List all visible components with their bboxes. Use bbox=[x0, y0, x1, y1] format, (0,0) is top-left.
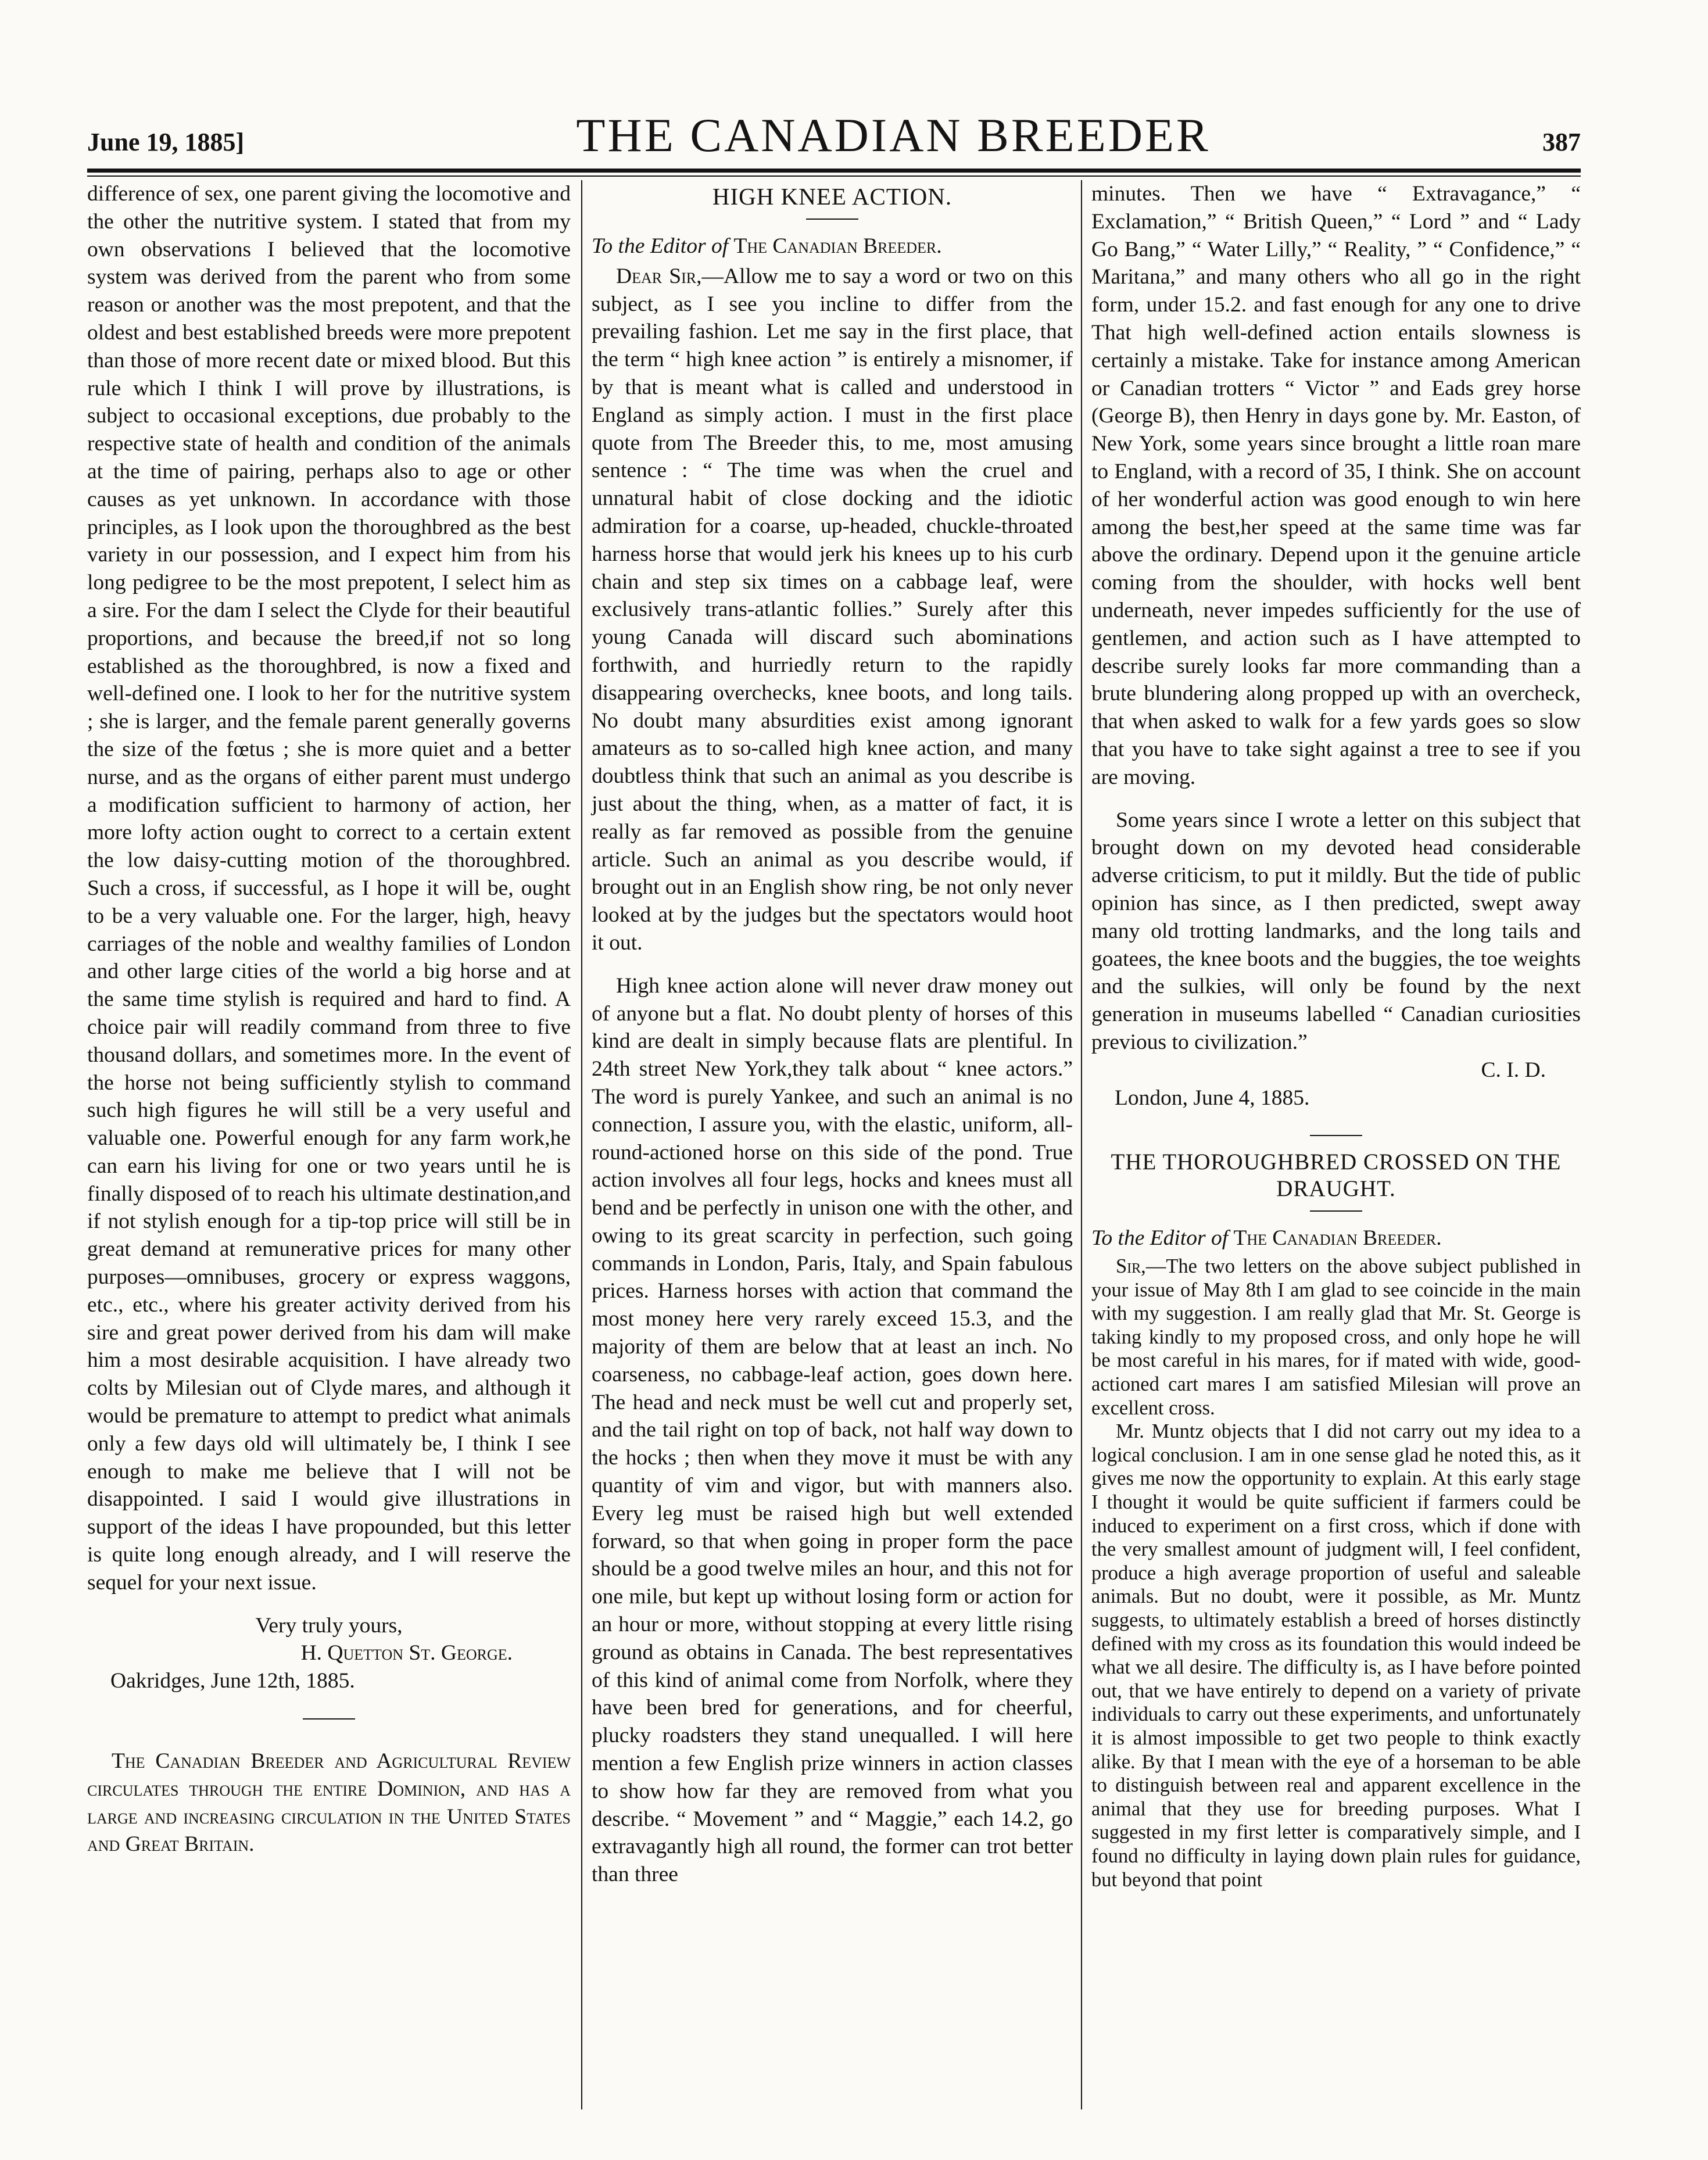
issue-date: June 19, 1885] bbox=[87, 128, 245, 156]
letter-closing: Very truly yours, bbox=[255, 1613, 403, 1638]
page-number: 387 bbox=[1542, 128, 1581, 156]
circulation-notice: The Canadian Breeder and Agricultural Review circulates through the entire Dominion, and has a large and increasing circulation in the United States and Great Britain. bbox=[87, 1749, 571, 1857]
divider bbox=[1310, 1210, 1362, 1212]
divider bbox=[1310, 1135, 1362, 1136]
column-1 bbox=[87, 180, 581, 2109]
article-paragraph: Some years since I wrote a letter on this subject that brought down on my devoted head considerable adverse criticism, to put it mildly. But the tide of public opinion has since, as I then predicted, swept away many old trotting landmarks, and the long tails and goatees, the knee boots and the buggies, the toe weights and the sulkies, will only be found by the next generation in museums labelled “ Canadian curiosities previous to civilization.” bbox=[1091, 808, 1581, 1054]
letter-continuation-paragraph: difference of sex, one parent giving the locomotive and the other the nutritive system. I stated that from my own observations I believed that the locomotive system was derived from the parent who from some reason or another was the most prepotent, and that the oldest and best established breeds were more prepotent than those of more recent date or mixed blood. But this rule which I think I will prove by illustrations, is subject to occasional exceptions, due probably to the respective state of health and condition of the animals at the time of pairing, perhaps also to age or other causes as yet unknown. In accordance with those principles, as I look upon the thoroughbred as the best variety in our possession, and I expect him from his long pedigree to be the most prepotent, I select him as a sire. For the dam I select the Clyde for their beautiful proportions, and because the breed,if not so long established as the thoroughbred, is now a fixed and well-defined one. I look to her for the nutritive system ; she is larger, and the female parent generally governs the size of the fœtus ; she is more quiet and a better nurse, and as the organs of either parent must undergo a modification sufficient to harmony of action, her more lofty action ought to correct to a certain extent the low daisy-cutting motion of the thoroughbred. Such a cross, if successful, as I hope it will be, ought to be a very valuable one. For the larger, high, heavy carriages of the noble and wealthy families of London and other large cities of the world a big horse and at the same time stylish is required and hard to find. A choice pair will readily command from three to five thousand dollars, and sometimes more. In the event of the horse not being sufficiently stylish to command such high figures he will still be a very useful and valuable one. Powerful enough for any farm work,he can earn his living for one or two years until he is finally disposed of to reach his ultimate destination,and if not stylish enough for a tip-top price will still be in great demand at remunerative prices for many other purposes—omnibuses, grocery or express waggons, etc., etc., where his greater activity derived from his sire and great power derived from his dam will make him a most desirable acquisition. I have already two colts by Milesian out of Clyde mares, and although it would be premature to attempt to predict what animals only a few days old will ultimately be, I think I see enough to make me believe that I will not be disappointed. I said I would give illustrations in support of the ideas I have propounded, but this letter is quite long enough already, and I will reserve the sequel for your next issue. bbox=[87, 182, 571, 1595]
masthead-rule-thin bbox=[87, 175, 1581, 177]
column-2 bbox=[581, 180, 1081, 2109]
newspaper-title: THE CANADIAN BREEDER bbox=[576, 109, 1211, 162]
masthead-rule-thick bbox=[87, 169, 1581, 173]
masthead bbox=[87, 99, 1581, 163]
divider bbox=[806, 218, 858, 220]
article-paragraph: minutes. Then we have “ Extravagance,” “ Exclamation,” “ British Queen,” “ Lord ” and “ Lady Go Bang,” “ Water Lilly,” “ Reality, ” “ Confidence,” “ Maritana,” and many others who all go in the right form, under 15.2. and fast enough for any one to drive That high well-defined action entails slowness is certainly a mistake. Take for instance among American or Canadian trotters “ Victor ” and Eads grey horse (George B), then Henry in days gone by. Mr. Easton, of New York, some years since brought a little roan mare to England, with a record of 35, I think. She on account of her wonderful action was good enough to win here among the best,her speed at the same time was far above the ordinary. Depend upon it the genuine article coming from the shoulder, with hocks well bent underneath, never impedes sufficiently for the use of gentlemen, and action such as I have attempted to describe surely looks far more commanding than a brute blundering along propped up with an overcheck, that when asked to walk for a few yards goes so slow that you have to take sight against a tree to see if you are moving. bbox=[1091, 182, 1581, 789]
salutation: Sir, bbox=[1116, 1255, 1146, 1278]
article-dateline: London, June 4, 1885. bbox=[1115, 1086, 1310, 1110]
salutation: Dear Sir, bbox=[616, 264, 702, 288]
article-columns bbox=[87, 180, 1581, 2109]
article-signature: C. I. D. bbox=[1481, 1058, 1546, 1082]
article-paragraph: Sir,—The two letters on the above subject published in your issue of May 8th I am glad to see coincide in the main with my suggestion. I am really glad that Mr. St. George is taking kindly to my proposed cross, and only hope he will be most careful in his mares, for if mated with wide, good-actioned cart mares I am satisfied Milesian will prove an excellent cross. bbox=[1091, 1255, 1581, 1419]
article-heading-high-knee-action: HIGH KNEE ACTION. bbox=[712, 183, 953, 210]
article-heading-thoroughbred: THE THOROUGHBRED CROSSED ON THE DRAUGHT. bbox=[1111, 1149, 1562, 1202]
divider bbox=[303, 1718, 355, 1720]
to-the-editor-line: To the Editor of The Canadian Breeder. bbox=[1091, 1226, 1442, 1251]
to-the-editor-line: To the Editor of The Canadian Breeder. bbox=[592, 234, 942, 258]
column-3 bbox=[1081, 180, 1581, 2109]
letter-dateline: Oakridges, June 12th, 1885. bbox=[110, 1669, 355, 1693]
article-paragraph: Dear Sir,—Allow me to say a word or two on this subject, as I see you incline to differ from the prevailing fashion. Let me say in the first place, that the term “ high knee action ” is entirely a misnomer, if by that is meant what is called and understood in England as simply action. I must in the first place quote from The Breeder this, to me, most amusing sentence : “ The time was when the cruel and unnatural habit of close docking and the idiotic admiration for a coarse, up-headed, chuckle-throated harness horse that would jerk his knees up to his curb chain and step six times on a cabbage leaf, were exclusively trans-atlantic follies.” Surely after this young Canada will discard such abominations forthwith, and hurriedly return to the rapidly disappearing overchecks, knee boots, and long tails. No doubt many absurdities exist among ignorant amateurs as to so-called high knee action, and many doubtless think that such an animal as you describe is just about the thing, when, as a matter of fact, it is really as far removed as possible from the genuine article. Such an animal as you describe would, if brought out in an English show ring, be not only never looked at by the judges but the spectators would hoot it out. bbox=[592, 264, 1073, 955]
article-paragraph: High knee action alone will never draw money out of anyone but a flat. No doubt plenty of horses of this kind are dealt in simply because flats are plentiful. In 24th street New York,they talk about “ knee actors.” The word is purely Yankee, and such an animal is no connection, I assure you, with the elastic, uniform, all-round-actioned horse on this side of the pond. True action involves all four legs, hocks and knees must all bend and be perfectly in unison one with the other, and owing to its great scarcity in perfection, such going commands in London, Paris, Italy, and Spain fabulous prices. Harness horses with action that command the most money here very rarely exceed 15.3, and the majority of them are below that at least an inch. No coarseness, no cabbage-leaf action, goes down here. The head and neck must be well cut and properly set, and the tail right on top of back, not half way down to the hocks ; then when they move it must be with any quantity of vim and vigor, but with manners also. Every leg must be raised high but well extended forward, so that when going in proper form the pace should be a good twelve miles an hour, and this not for one mile, but kept up without losing form or action for an hour or more, without stopping at every little rising ground as obtains in Canada. The best representatives of this kind of animal come from Norfolk, where they have been bred for generations, and for cheerful, plucky roadsters they stand unequalled. I will here mention a few English prize winners in action classes to show how far they are removed from what you describe. “ Movement ” and “ Maggie,” each 14.2, go extravagantly high all round, the former can trot better than three bbox=[592, 973, 1073, 1887]
letter-signature: H. Quetton St. George. bbox=[300, 1641, 513, 1665]
article-paragraph: Mr. Muntz objects that I did not carry out my idea to a logical conclusion. I am in one sense glad he noted this, as it gives me now the opportunity to explain. At this early stage I thought it would be quite sufficient if farmers could be induced to experiment on a first cross, which if done with the very smallest amount of judgment will, I feel confident, produce a high average proportion of useful and saleable animals. But no doubt, were it possible, as Mr. Muntz suggests, to ultimately establish a breed of horses distinctly defined with my cross as its foundation this would indeed be what we all desire. The difficulty is, as I have before pointed out, that we have entirely to depend on a variety of private individuals to carry out these experiments, and unfortunately it is almost impossible to get two people to think exactly alike. By that I mean with the eye of a horseman to be able to distinguish between real and apparent excellence in the animal that they use for breeding purposes. What I suggested in my first letter is comparatively simple, and I found no difficulty in laying down plain rules for guidance, but beyond that point bbox=[1091, 1420, 1581, 1891]
